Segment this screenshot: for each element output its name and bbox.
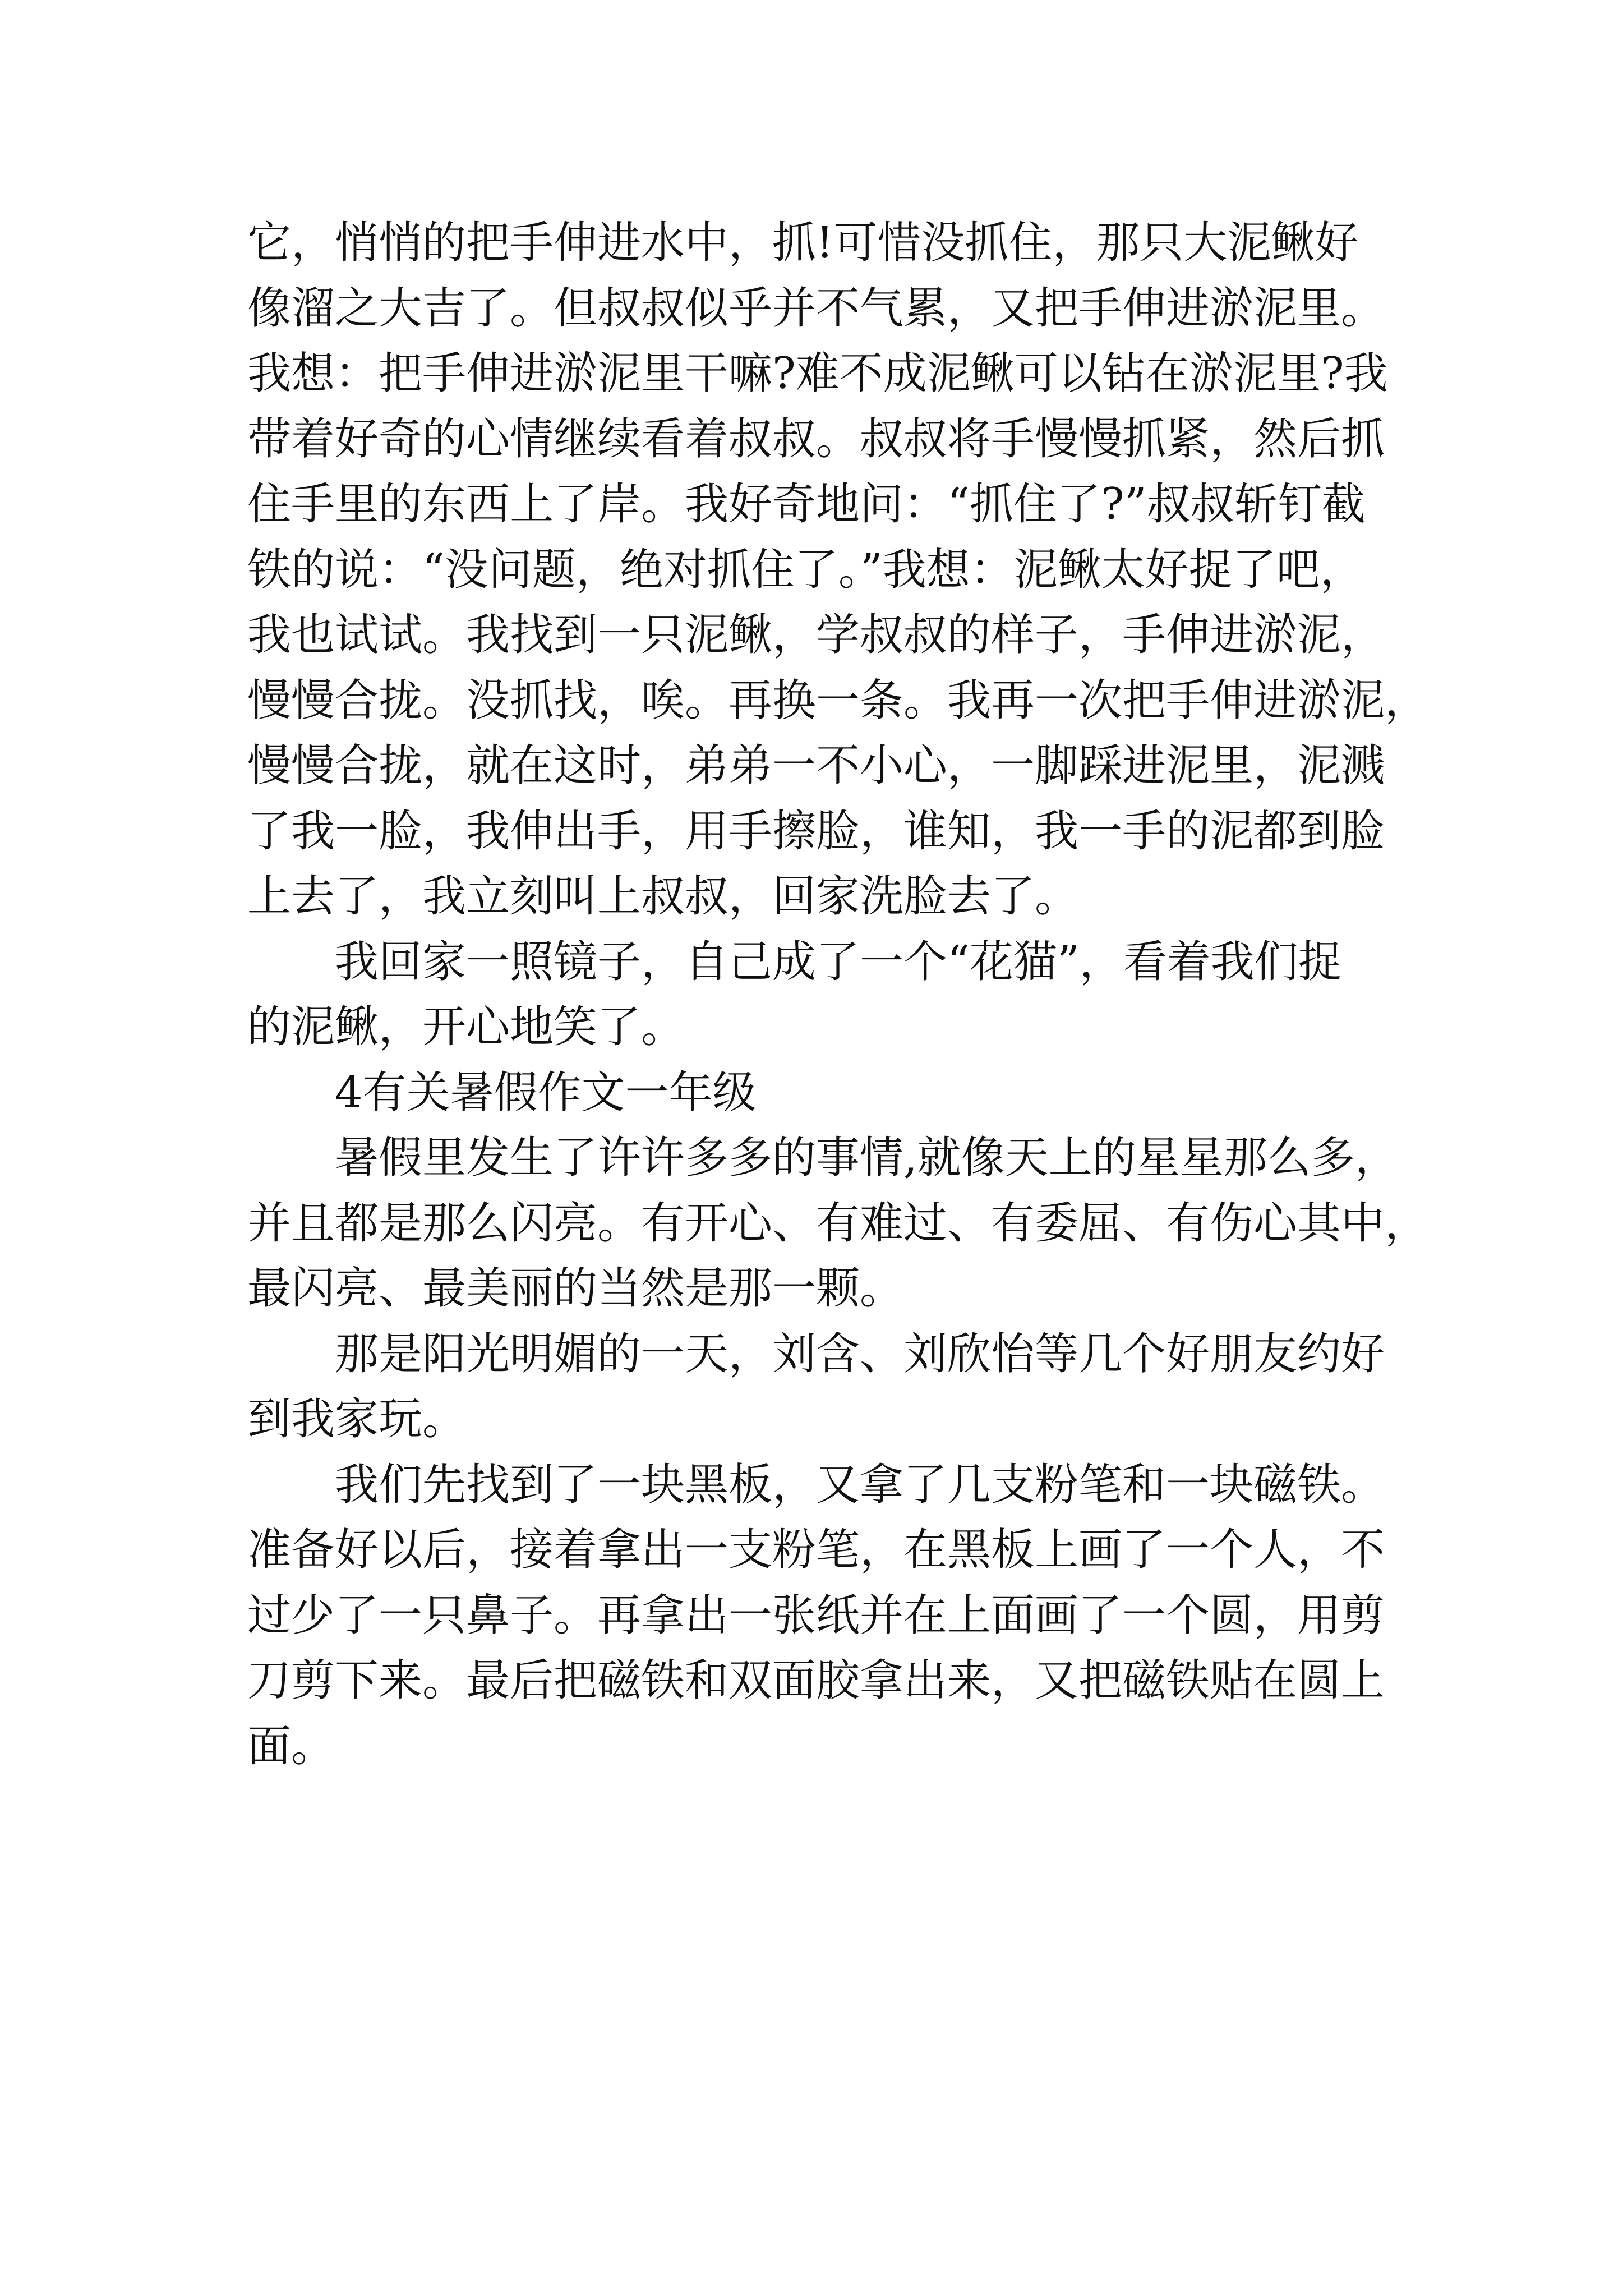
paragraph-6 — [247, 1452, 1403, 1779]
text-line: 我回家一照镜子，自己成了一个“花猫”，看着我们捉 — [335, 936, 1342, 987]
section-heading — [247, 1060, 1403, 1126]
text-line: 刀剪下来。最后把磁铁和双面胶拿出来，又把磁铁贴在圆上 — [247, 1655, 1385, 1706]
text-line: 面。 — [247, 1720, 335, 1772]
text-line: 慢慢合拢，就在这时，弟弟一不小心，一脚踩进泥里，泥溅 — [247, 740, 1385, 791]
text-line: 铁的说：“没问题，绝对抓住了。”我想：泥鳅太好捉了吧， — [247, 544, 1364, 595]
text-line: 像溜之大吉了。但叔叔似乎并不气累，又把手伸进淤泥里。 — [247, 283, 1385, 334]
text-line: 暑假里发生了许许多多的事情,就像天上的星星那么多， — [335, 1133, 1399, 1183]
document-body — [247, 210, 1429, 1779]
paragraph-1 — [247, 210, 1429, 930]
paragraph-5 — [247, 1322, 1403, 1452]
text-line: 带着好奇的心情继续看着叔叔。叔叔将手慢慢抓紧，然后抓 — [247, 413, 1385, 464]
text-line: 的泥鳅，开心地笑了。 — [247, 1002, 685, 1052]
text-line: 它，悄悄的把手伸进水中，抓!可惜没抓住，那只大泥鳅好 — [247, 218, 1359, 268]
text-line: 了我一脸，我伸出手，用手擦脸，谁知，我一手的泥都到脸 — [247, 806, 1385, 857]
text-line: 并且都是那么闪亮。有开心、有难过、有委屈、有伤心其中， — [247, 1198, 1429, 1249]
text-line: 过少了一只鼻子。再拿出一张纸并在上面画了一个圆，用剪 — [247, 1590, 1385, 1641]
text-line: 我也试试。我找到一只泥鳅，学叔叔的样子，手伸进淤泥， — [247, 610, 1385, 660]
text-line: 住手里的东西上了岸。我好奇地问：“抓住了?”叔叔斩钉截 — [247, 479, 1366, 530]
text-line: 上去了，我立刻叫上叔叔，回家洗脸去了。 — [247, 871, 1079, 922]
text-line: 那是阳光明媚的一天，刘含、刘欣怡等几个好朋友约好 — [335, 1328, 1385, 1379]
heading-text: 4有关暑假作文一年级 — [335, 1067, 757, 1118]
text-line: 到我家玩。 — [247, 1394, 467, 1444]
text-line: 最闪亮、最美丽的当然是那一颗。 — [247, 1263, 904, 1314]
text-line: 我想：把手伸进淤泥里干嘛?难不成泥鳅可以钻在淤泥里?我 — [247, 348, 1388, 399]
paragraph-4 — [247, 1125, 1429, 1322]
paragraph-2 — [247, 930, 1403, 1060]
text-line: 准备好以后，接着拿出一支粉笔，在黑板上画了一个人，不 — [247, 1525, 1385, 1575]
text-line: 慢慢合拢。没抓找，唉。再换一条。我再一次把手伸进淤泥， — [247, 675, 1429, 726]
text-line: 我们先找到了一块黑板，又拿了几支粉笔和一块磁铁。 — [335, 1459, 1385, 1510]
